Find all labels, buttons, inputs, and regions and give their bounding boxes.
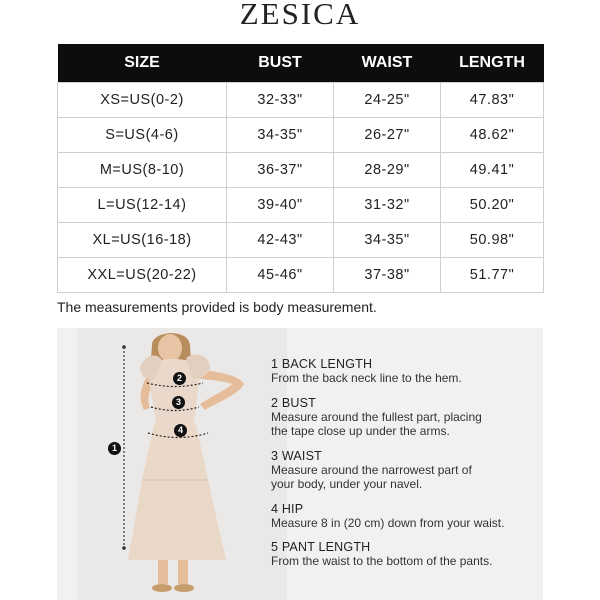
left-sandal [152, 584, 172, 592]
cell-waist: 24-25" [334, 83, 441, 118]
cell-length: 48.62" [441, 118, 544, 153]
cell-bust: 42-43" [227, 223, 334, 258]
cell-bust: 34-35" [227, 118, 334, 153]
step-bust [271, 396, 561, 439]
cell-length: 49.41" [441, 153, 544, 188]
cell-waist: 26-27" [334, 118, 441, 153]
cell-bust: 39-40" [227, 188, 334, 223]
cell-length: 50.98" [441, 223, 544, 258]
step-title: 5 PANT LENGTH [271, 540, 371, 554]
step-back-length [271, 357, 561, 386]
cell-size: XL=US(16-18) [58, 223, 227, 258]
step-desc: the tape close up under the arms. [271, 424, 450, 438]
marker-4: 4 [174, 424, 187, 437]
length-line-bottom-dot [122, 546, 126, 550]
skirt-tier-2 [128, 480, 226, 560]
header-bust: BUST [227, 44, 334, 83]
step-title: 2 BUST [271, 395, 316, 410]
measurement-steps [271, 357, 561, 579]
cell-bust: 36-37" [227, 153, 334, 188]
right-leg [178, 560, 188, 584]
header-size: SIZE [58, 44, 227, 83]
cell-size: L=US(12-14) [58, 188, 227, 223]
marker-2: 2 [173, 372, 186, 385]
cell-waist: 37-38" [334, 258, 441, 293]
cell-size: M=US(8-10) [58, 153, 227, 188]
measurement-note: The measurements provided is body measurement. [57, 299, 377, 315]
step-title: 1 BACK LENGTH [271, 357, 373, 371]
step-desc: From the waist to the bottom of the pants. [271, 554, 493, 568]
cell-waist: 28-29" [334, 153, 441, 188]
marker-3: 3 [172, 396, 185, 409]
step-title: 3 WAIST [271, 448, 322, 463]
cell-size: XXL=US(20-22) [58, 258, 227, 293]
step-desc: Measure around the narrowest part of [271, 462, 472, 477]
header-length: LENGTH [441, 44, 544, 83]
step-desc: From the back neck line to the hem. [271, 371, 462, 385]
cell-bust: 45-46" [227, 258, 334, 293]
cell-length: 50.20" [441, 188, 544, 223]
step-desc: Measure 8 in (20 cm) down from your waist. [271, 515, 505, 530]
step-desc: your body, under your navel. [271, 477, 423, 491]
face-shape [158, 334, 182, 362]
brand-logo: ZESICA [239, 0, 361, 31]
cell-length: 51.77" [441, 258, 544, 293]
cell-bust: 32-33" [227, 83, 334, 118]
cell-waist: 34-35" [334, 223, 441, 258]
cell-size: S=US(4-6) [58, 118, 227, 153]
cell-waist: 31-32" [334, 188, 441, 223]
step-hip [271, 502, 561, 531]
length-line-top-dot [122, 345, 126, 349]
cell-length: 47.83" [441, 83, 544, 118]
step-title: 4 HIP [271, 501, 304, 516]
step-desc: Measure around the fullest part, placing [271, 409, 482, 424]
marker-1: 1 [108, 442, 121, 455]
header-waist: WAIST [334, 44, 441, 83]
left-leg [158, 560, 168, 584]
step-waist [271, 449, 561, 492]
cell-size: XS=US(0-2) [58, 83, 227, 118]
right-sandal [174, 584, 194, 592]
step-pant-length [271, 540, 561, 569]
